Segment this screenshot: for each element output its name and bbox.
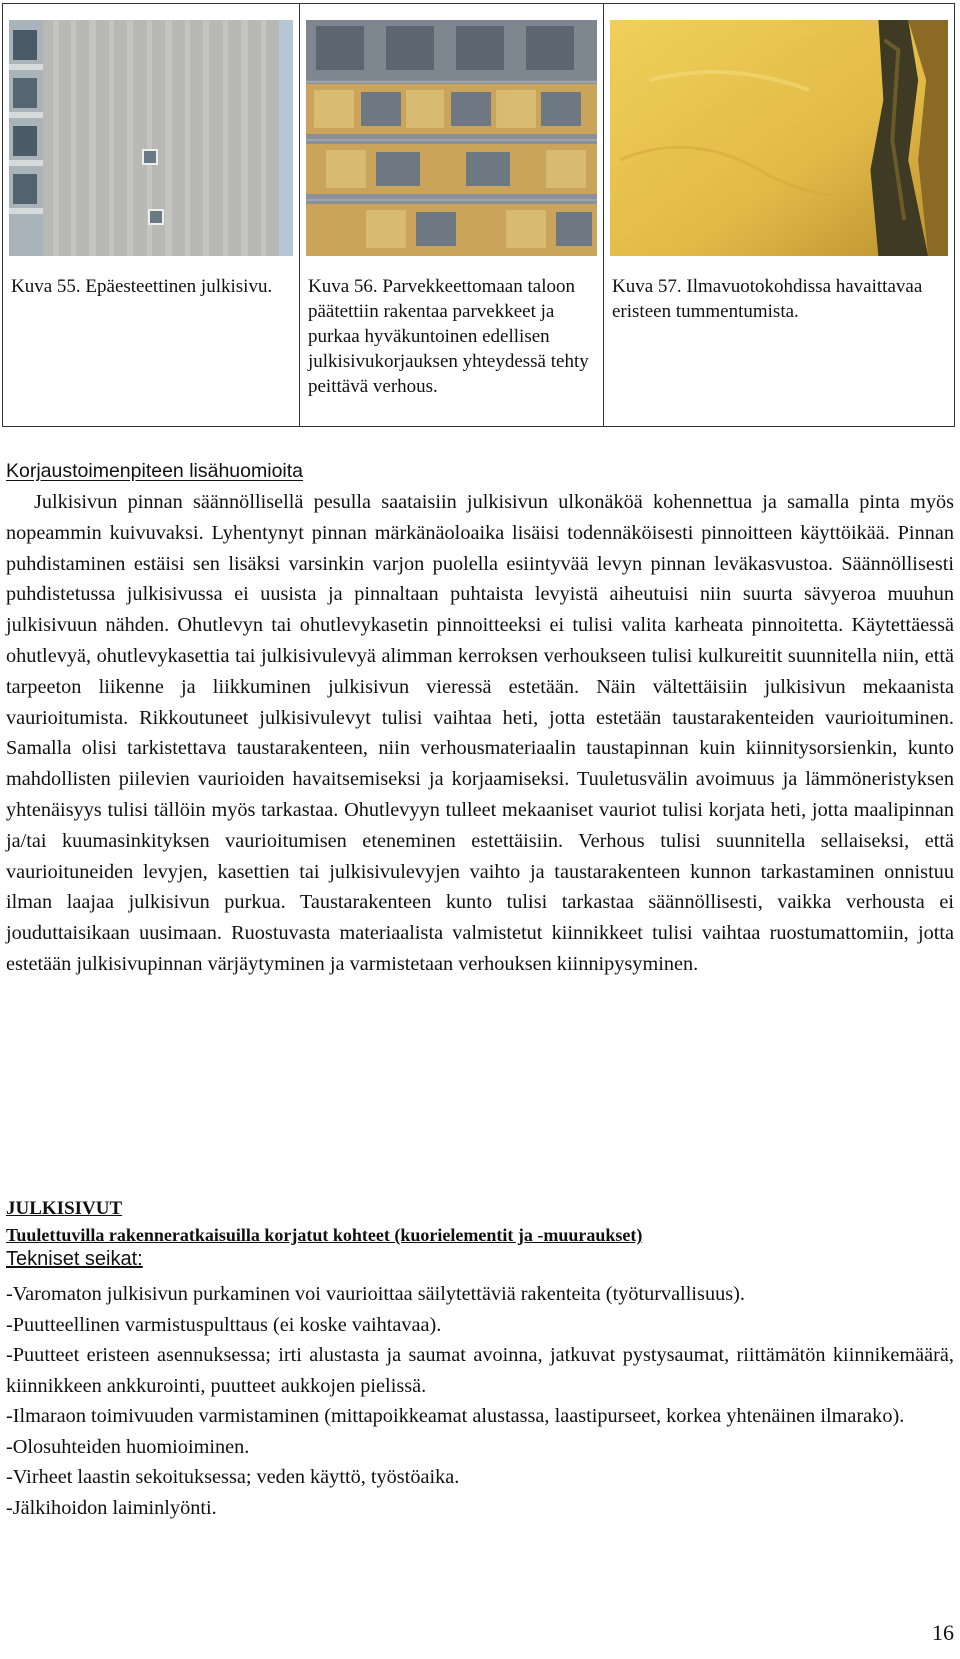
figure-caption: Kuva 55. Epäesteettinen julkisivu. <box>11 276 273 297</box>
list-item: -Virheet laastin sekoituksessa; veden käyttö, työstöaika. <box>6 1466 460 1488</box>
technical-list <box>6 1279 954 1523</box>
list-item: -Ilmaraon toimivuuden varmistaminen (mittapoikkeamat alustassa, laastipurseet, korkea yhtenäinen ilmarako). <box>6 1405 905 1427</box>
list-item: -Varomaton julkisivun purkaminen voi vaurioittaa säilytettäviä rakenteita (työturvallisuus). <box>6 1283 745 1305</box>
insulation-photo-dark-spot <box>610 20 948 256</box>
list-item: -Puutteellinen varmistuspulttaus (ei koske vaihtavaa). <box>6 1313 442 1336</box>
figure-caption: Kuva 56. Parvekkeettomaan taloon päätettiin rakentaa parvekkeet ja purkaa hyväkuntoinen edellisen julkisivukorjauksen yhteydessä tehty peittävä verhous. <box>308 276 589 397</box>
list-item: -Olosuhteiden huomioiminen. <box>6 1435 250 1458</box>
figure-table <box>2 3 955 427</box>
tekniset-label: Tekniset seikat: <box>6 1248 143 1270</box>
section-title: Korjaustoimenpiteen lisähuomioita <box>6 460 304 482</box>
list-item: -Puutteet eristeen asennuksessa; irti alustasta ja saumat avoinna, jatkuvat pystysaumat, riittämätön kiinnikemäärä, kiinnikkeen ankkurointi, puutteet aukkojen pielissä. <box>6 1344 954 1397</box>
body-paragraph: Julkisivun pinnan säännöllisellä pesulla saataisiin julkisivun ulkonäköä kohennettua ja samalla pinta myös nopeammin kuivuvaksi. Lyhentynyt pinnan märkänäoloaika lisäisi todennäköisesti pinnoitteen käyttöikää. Pinnan puhdistaminen estäisi sen lisäksi varsinkin varjon puolella esiintyvää levyn pinnan leväkasvustoa. Säännöllisesti puhdistetussa julkisivussa ei uusista ja pinnaltaan puhtaista levyistä aiheutuisi niin suurta sävyeroa muuhun julkisivuun nähden. Ohutlevyn tai ohutlevykasetin pinnoitteeksi ei tulisi valita karheata pinnoitetta. Käytettäessä ohutlevyä, ohutlevykasettia tai julkisivulevyä alimman kerroksen verhoukseen tulisi kulkureitit suunnitella niin, että tarpeeton liikenne ja liikkuminen julkisivun vieressä estetään. Näin vältettäisiin julkisivun mekaanista vaurioitumista. Rikkoutuneet julkisivulevyt tulisi vaihtaa heti, jotta estetään taustarakenteiden vaurioituminen. Samalla olisi tarkistettava taustarakenteen, niin verhousmateriaalin taustapinnan kuin kiinnitysorsienkin, kunto mahdollisten piilevien vaurioiden havaitsemiseksi ja korjaamiseksi. Tuuletusvälin avoimuus ja lämmöneristyksen yhtenäisyys tulisi tällöin myös tarkastaa. Ohutlevyyn tulleet mekaaniset vauriot tulisi korjata heti, jotta maalipinnan ja/tai kuumasinkityksen vaurioitumisen eteneminen estettäisiin. Verhous tulisi suunnitella sellaiseksi, että vaurioituneiden levyjen, kasettien tai julkisivulevyjen vaihto ja taustarakenteen kunnon tarkastaminen onnistuu ilman laajaa julkisivun purkua. Taustarakenteen kunto tulisi tarkastaa säännöllisesti, vaikka verhousta ei jouduttaisikaan uusimaan. Ruostuvasta materiaalista valmistetut kiinnikkeet tulisi vaihtaa ruostumattomiin, jotta estetään julkisivupinnan värjäytyminen ja varmistetaan verhouksen kiinnipysyminen. <box>6 491 954 975</box>
subheading: Tuulettuvilla rakenneratkaisuilla korjatut kohteet (kuorielementit ja -muuraukset) <box>6 1225 643 1245</box>
facade-photo-stained <box>9 20 293 256</box>
facade-photo-renovation <box>306 20 597 256</box>
list-item: -Jälkihoidon laiminlyönti. <box>6 1496 217 1519</box>
figure-cell <box>604 4 955 427</box>
figure-caption: Kuva 57. Ilmavuotokohdissa havaittavaa eristeen tummentumista. <box>612 276 923 322</box>
heading-julkisivut: JULKISIVUT <box>6 1198 123 1219</box>
page-number: 16 <box>932 1620 954 1645</box>
figure-cell <box>3 4 300 427</box>
figure-cell <box>300 4 604 427</box>
